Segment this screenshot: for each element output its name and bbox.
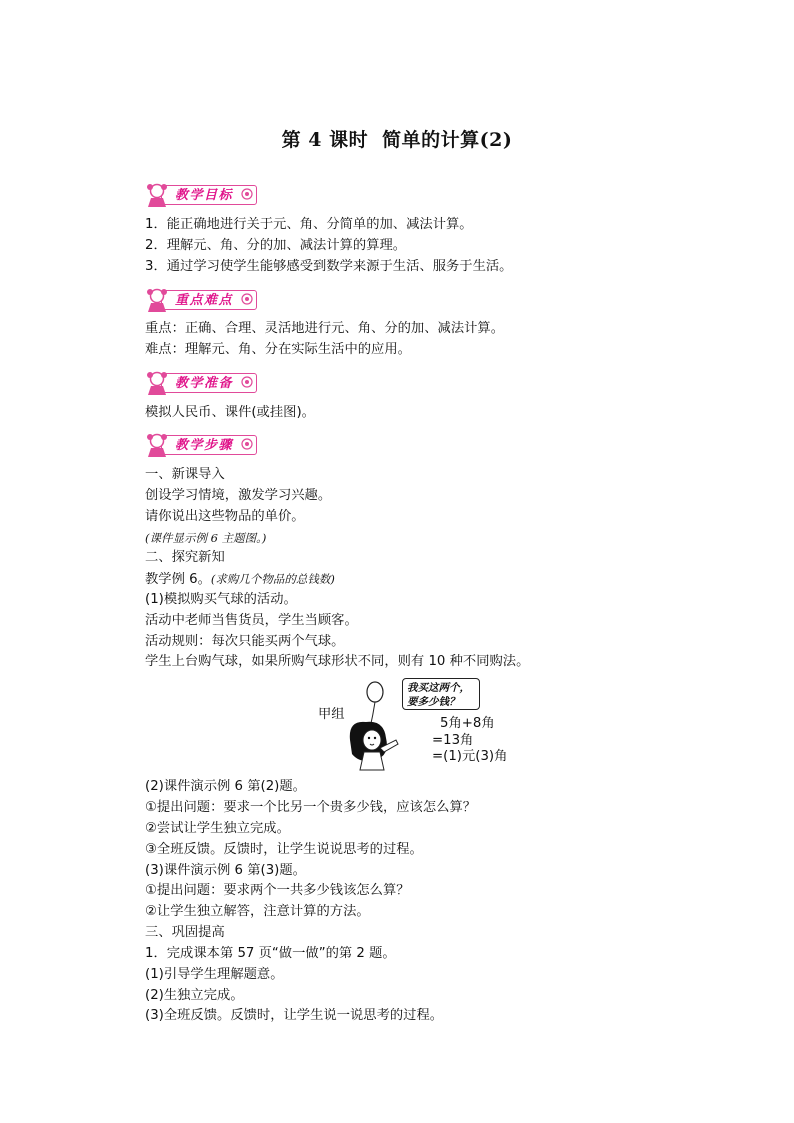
target-icon <box>241 293 253 305</box>
target-icon <box>241 188 253 200</box>
bubble-line: 要多少钱？ <box>407 696 460 708</box>
girl-mascot-icon <box>145 432 173 458</box>
bubble-line: 我买这两个， <box>407 682 470 694</box>
girl-with-balloon-illustration <box>340 680 410 772</box>
step-line: 1．完成课本第 57 页“做一做”的第 2 题。 <box>145 946 396 961</box>
step-line: 活动中老师当售货员，学生当顾客。 <box>145 613 358 628</box>
step-line: (1)引导学生理解题意。 <box>145 967 284 982</box>
example-label: 教学例 6。 <box>145 572 211 587</box>
title-topic: 简单的计算(2) <box>382 129 513 151</box>
step-line: (2)课件演示例 6 第(2)题。 <box>145 779 306 794</box>
banner-objectives <box>145 182 259 206</box>
step-line: ③全班反馈。反馈时，让学生说说思考的过程。 <box>145 842 423 857</box>
objective-item: 2．理解元、角、分的加、减法计算的算理。 <box>145 238 407 253</box>
step-line: (1)模拟购买气球的活动。 <box>145 592 297 607</box>
target-icon <box>241 438 253 450</box>
banner-preparation <box>145 370 259 394</box>
section-heading: 二、探究新知 <box>145 550 225 565</box>
calc-line: =13角 <box>432 733 474 748</box>
page-title <box>0 125 794 152</box>
step-line <box>145 570 335 589</box>
banner-label: 教学步骤 <box>175 438 234 453</box>
banner-steps <box>145 432 259 456</box>
step-line: (2)生独立完成。 <box>145 988 244 1003</box>
key-point-item: 难点：理解元、角、分在实际生活中的应用。 <box>145 342 411 357</box>
calc-line: =(1)元(3)角 <box>432 749 508 764</box>
example-note: (求购几个物品的总钱数) <box>210 572 335 586</box>
banner-label: 重点难点 <box>175 293 234 308</box>
banner-label: 教学目标 <box>175 188 234 203</box>
calc-line: 5角+8角 <box>440 716 495 731</box>
title-lesson: 第 4 课时 <box>281 129 369 151</box>
step-line: ①提出问题：要求一个比另一个贵多少钱，应该怎么算？ <box>145 800 477 815</box>
objective-item: 3．通过学习使学生能够感受到数学来源于生活、服务于生活。 <box>145 259 513 274</box>
target-icon <box>241 376 253 388</box>
section-heading: 一、新课导入 <box>145 467 225 482</box>
step-line: ②尝试让学生独立完成。 <box>145 821 290 836</box>
step-note: (课件显示例 6 主题图。) <box>145 531 267 545</box>
step-line: (3)课件演示例 6 第(3)题。 <box>145 863 306 878</box>
step-line: ②让学生独立解答，注意计算的方法。 <box>145 904 370 919</box>
preparation-item: 模拟人民币、课件(或挂图)。 <box>145 405 315 420</box>
girl-mascot-icon <box>145 182 173 208</box>
objective-item: 1．能正确地进行关于元、角、分简单的加、减法计算。 <box>145 217 473 232</box>
step-line: 学生上台购气球，如果所购气球形状不同，则有 10 种不同购法。 <box>145 654 530 669</box>
step-line: (3)全班反馈。反馈时，让学生说一说思考的过程。 <box>145 1008 444 1023</box>
section-heading: 三、巩固提高 <box>145 925 225 940</box>
step-line: ①提出问题：要求两个一共多少钱该怎么算？ <box>145 883 410 898</box>
banner-label: 教学准备 <box>175 376 234 391</box>
step-line: 活动规则：每次只能买两个气球。 <box>145 634 345 649</box>
girl-mascot-icon <box>145 287 173 313</box>
group-label: 甲组 <box>318 707 345 722</box>
step-line: 请你说出这些物品的单价。 <box>145 509 305 524</box>
step-line: 创设学习情境，激发学习兴趣。 <box>145 488 332 503</box>
key-point-item: 重点：正确、合理、灵活地进行元、角、分的加、减法计算。 <box>145 321 505 336</box>
girl-mascot-icon <box>145 370 173 396</box>
banner-key-points <box>145 287 259 311</box>
